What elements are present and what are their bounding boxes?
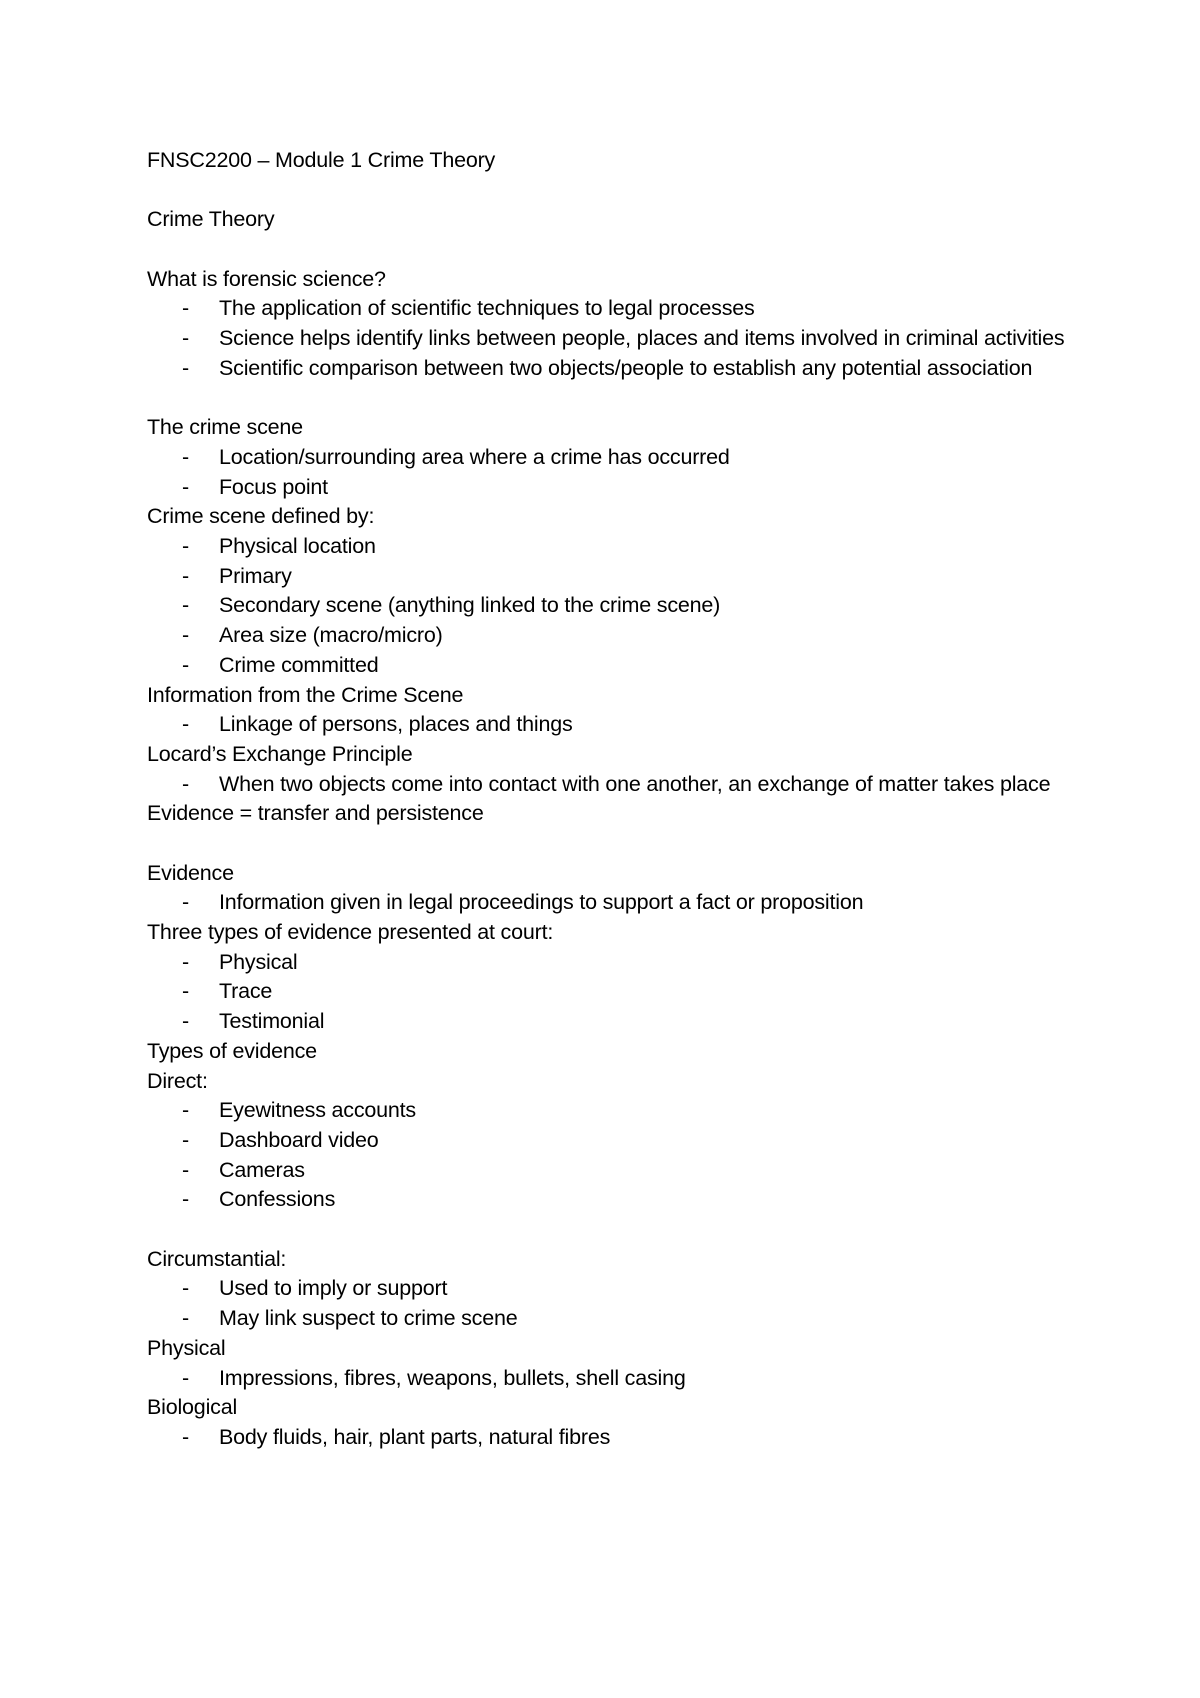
- bullet-text: Testimonial: [219, 1009, 325, 1034]
- document-body: [147, 176, 1067, 1453]
- bullet-text: Focus point: [219, 474, 328, 499]
- heading-line: Locard’s Exchange Principle: [147, 741, 413, 766]
- heading-line: Evidence = transfer and persistence: [147, 801, 484, 826]
- bullet-item: [147, 977, 1067, 1007]
- bullet-text: Eyewitness accounts: [219, 1098, 416, 1123]
- bullet-text: Confessions: [219, 1187, 336, 1212]
- bullet-dash: -: [182, 1365, 189, 1390]
- bullet-text: Used to imply or support: [219, 1276, 448, 1301]
- bullet-dash: -: [182, 1157, 189, 1182]
- bullet-dash: -: [182, 1098, 189, 1123]
- bullet-item: [147, 1007, 1067, 1037]
- bullet-item: [147, 1185, 1067, 1215]
- bullet-dash: -: [182, 890, 189, 915]
- heading-line: The crime scene: [147, 415, 303, 440]
- heading-line: Three types of evidence presented at court:: [147, 920, 554, 945]
- bullet-dash: -: [182, 296, 189, 321]
- bullet-item: [147, 770, 1067, 800]
- bullet-item: [147, 888, 1067, 918]
- heading-line: What is forensic science?: [147, 266, 386, 291]
- blank-line: [147, 1215, 1067, 1245]
- heading-line: Evidence: [147, 860, 234, 885]
- bullet-item: [147, 1096, 1067, 1126]
- bullet-item: [147, 591, 1067, 621]
- bullet-dash: -: [182, 1009, 189, 1034]
- heading-line: Direct:: [147, 1068, 208, 1093]
- bullet-item: [147, 621, 1067, 651]
- bullet-item: [147, 532, 1067, 562]
- blank-line: [147, 176, 1067, 206]
- heading-line: Crime Theory: [147, 207, 275, 232]
- bullet-item: [147, 1304, 1067, 1334]
- bullet-text: The application of scientific techniques to legal processes: [219, 296, 755, 321]
- document-page: [147, 146, 1067, 1453]
- bullet-dash: -: [182, 326, 189, 351]
- bullet-text: Linkage of persons, places and things: [219, 712, 573, 737]
- bullet-text: Physical location: [219, 534, 376, 559]
- bullet-item: [147, 1274, 1067, 1304]
- bullet-item: [147, 294, 1067, 324]
- bullet-dash: -: [182, 1276, 189, 1301]
- bullet-text: Impressions, fibres, weapons, bullets, shell casing: [219, 1365, 686, 1390]
- bullet-text: Dashboard video: [219, 1127, 379, 1152]
- bullet-text: Crime committed: [219, 652, 379, 677]
- bullet-dash: -: [182, 474, 189, 499]
- bullet-text: Science helps identify links between people, places and items involved in criminal activities: [219, 326, 1065, 351]
- bullet-dash: -: [182, 534, 189, 559]
- heading-line: Information from the Crime Scene: [147, 682, 464, 707]
- heading-line: Types of evidence: [147, 1038, 317, 1063]
- bullet-item: [147, 473, 1067, 503]
- bullet-dash: -: [182, 1127, 189, 1152]
- bullet-text: Secondary scene (anything linked to the crime scene): [219, 593, 721, 618]
- bullet-item: [147, 1156, 1067, 1186]
- bullet-text: Location/surrounding area where a crime has occurred: [219, 444, 730, 469]
- bullet-dash: -: [182, 1306, 189, 1331]
- bullet-item: [147, 324, 1067, 354]
- bullet-item: [147, 1126, 1067, 1156]
- bullet-text: Body fluids, hair, plant parts, natural fibres: [219, 1424, 611, 1449]
- bullet-text: Information given in legal proceedings to support a fact or proposition: [219, 890, 864, 915]
- document-title: FNSC2200 – Module 1 Crime Theory: [147, 148, 496, 172]
- bullet-dash: -: [182, 712, 189, 737]
- heading-line: Biological: [147, 1395, 238, 1420]
- bullet-dash: -: [182, 652, 189, 677]
- bullet-dash: -: [182, 979, 189, 1004]
- bullet-item: [147, 1423, 1067, 1453]
- bullet-dash: -: [182, 593, 189, 618]
- bullet-dash: -: [182, 1187, 189, 1212]
- blank-line: [147, 384, 1067, 414]
- bullet-dash: -: [182, 444, 189, 469]
- bullet-text: Area size (macro/micro): [219, 623, 443, 648]
- heading-line: Circumstantial:: [147, 1246, 287, 1271]
- blank-line: [147, 235, 1067, 265]
- bullet-text: Cameras: [219, 1157, 305, 1182]
- bullet-dash: -: [182, 563, 189, 588]
- bullet-item: [147, 562, 1067, 592]
- bullet-dash: -: [182, 355, 189, 380]
- bullet-item: [147, 354, 1067, 384]
- bullet-text: Primary: [219, 563, 292, 588]
- bullet-item: [147, 1364, 1067, 1394]
- bullet-text: May link suspect to crime scene: [219, 1306, 518, 1331]
- bullet-item: [147, 443, 1067, 473]
- bullet-item: [147, 710, 1067, 740]
- bullet-text: Trace: [219, 979, 273, 1004]
- heading-line: Physical: [147, 1335, 226, 1360]
- bullet-dash: -: [182, 949, 189, 974]
- bullet-item: [147, 651, 1067, 681]
- bullet-text: When two objects come into contact with one another, an exchange of matter takes place: [219, 771, 1051, 796]
- bullet-text: Physical: [219, 949, 298, 974]
- blank-line: [147, 829, 1067, 859]
- bullet-dash: -: [182, 771, 189, 796]
- bullet-item: [147, 948, 1067, 978]
- heading-line: Crime scene defined by:: [147, 504, 375, 529]
- bullet-dash: -: [182, 623, 189, 648]
- bullet-dash: -: [182, 1424, 189, 1449]
- bullet-text: Scientific comparison between two objects/people to establish any potential association: [219, 355, 1033, 380]
